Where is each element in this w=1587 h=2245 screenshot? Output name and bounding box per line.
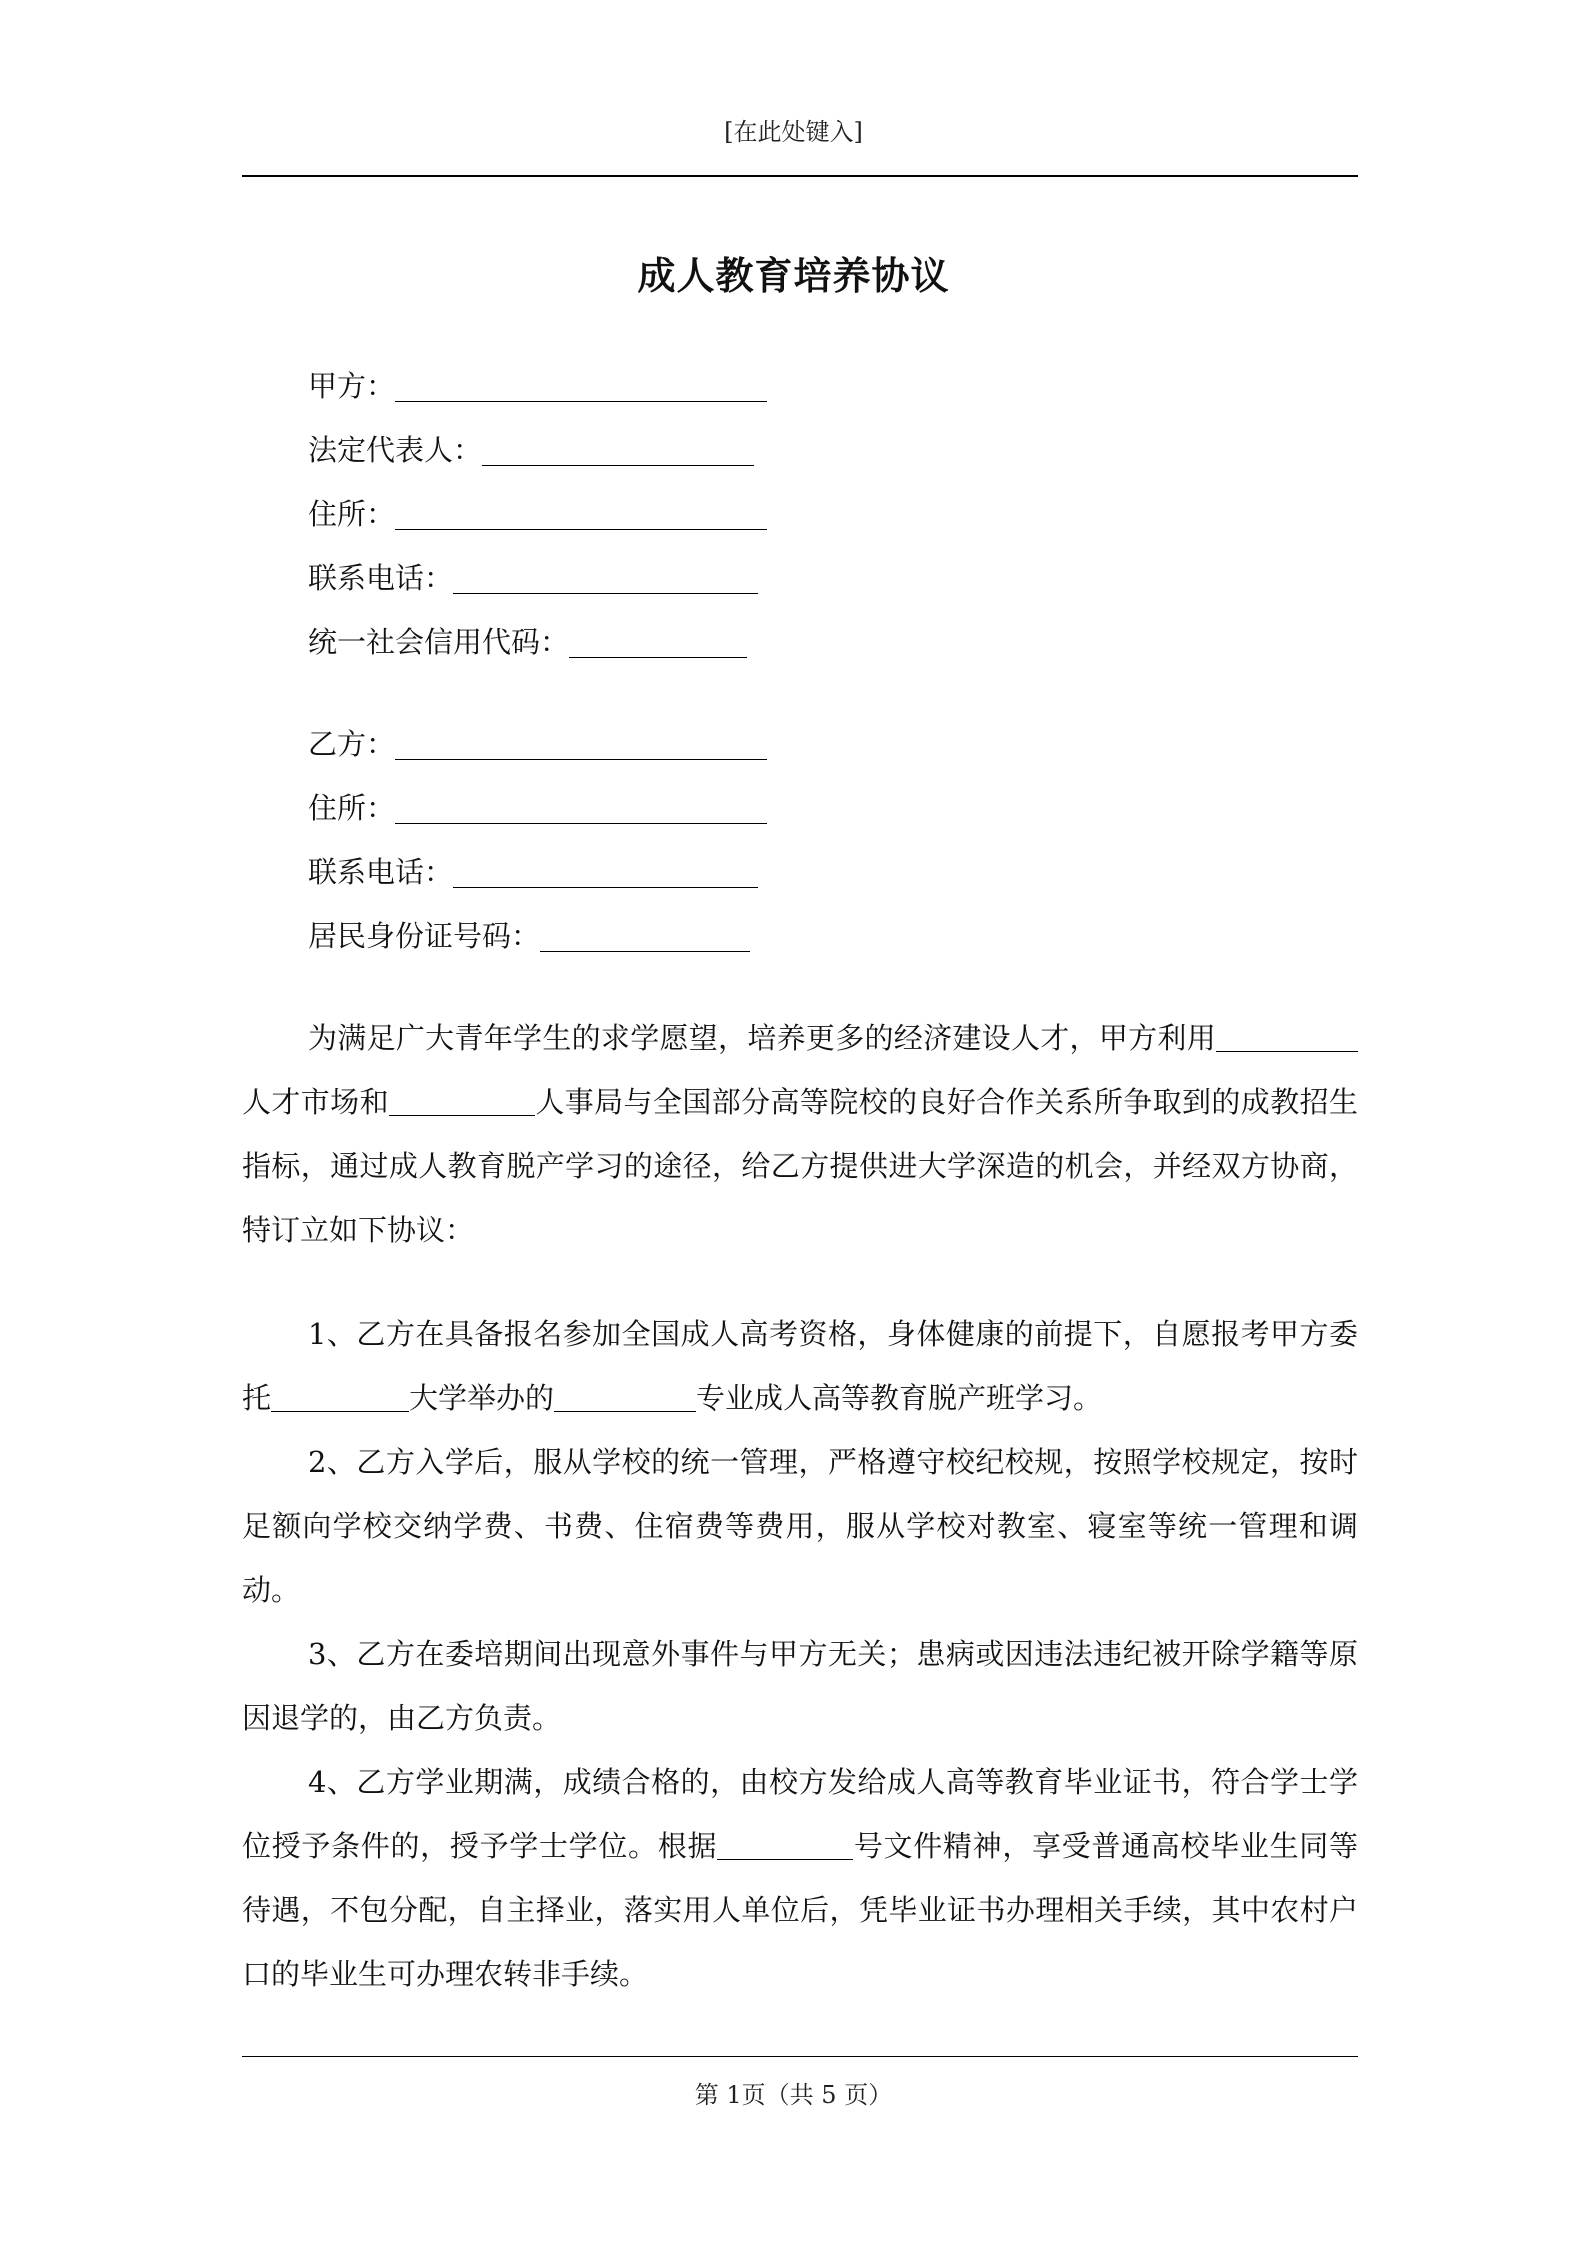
party-b-address-field: [308, 788, 767, 828]
clause-1-blank-major[interactable]: [554, 1383, 696, 1412]
clause-4-blank-document[interactable]: [717, 1831, 853, 1860]
party-b-name-field: [308, 724, 767, 764]
party-a-name-blank[interactable]: [395, 371, 767, 402]
party-a-phone-field: [308, 558, 758, 598]
party-b-address-blank[interactable]: [395, 793, 767, 824]
preamble-text-3: 人事局与全国部分高等院校的良好合作关系所争取到的成教招生指标，通过成人教育脱产学习的途径，给乙方提供进大学深造的机会，并经双方协商，特订立如下协议：: [242, 1085, 1358, 1247]
party-a-credit-code-label: 统一社会信用代码：: [308, 625, 570, 659]
party-b-id-blank[interactable]: [540, 921, 750, 952]
party-b-phone-blank[interactable]: [453, 857, 758, 888]
clause-4-text-a: 4、乙方学业期满，成绩合格的，由校方发给成人高等教育毕业证书，符合学士学位授予条件的，授予学士学位。根据: [242, 1765, 1358, 1863]
clause-1: [242, 1302, 1358, 1430]
clause-2: 2、乙方入学后，服从学校的统一管理，严格遵守校纪校规，按照学校规定，按时足额向学校交纳学费、书费、住宿费等费用，服从学校对教室、寝室等统一管理和调动。: [242, 1445, 1358, 1607]
clause-1-blank-university[interactable]: [271, 1383, 409, 1412]
party-a-address-label: 住所：: [308, 497, 396, 531]
party-b-name-label: 乙方：: [308, 727, 396, 761]
party-a-phone-label: 联系电话：: [308, 561, 454, 595]
party-a-address-field: [308, 494, 767, 534]
preamble-blank-1b[interactable]: [1280, 1023, 1358, 1052]
page-footer: 第 1页（共 5 页）: [694, 2081, 893, 2109]
party-b-name-blank[interactable]: [395, 729, 767, 760]
footer-divider: [242, 2056, 1358, 2057]
party-b-address-label: 住所：: [308, 791, 396, 825]
clause-4: [242, 1750, 1358, 2006]
preamble-blank-2[interactable]: [389, 1087, 535, 1116]
party-a-rep-field: [308, 430, 754, 470]
preamble-text-2: 人才市场和: [242, 1085, 389, 1119]
clause-3: 3、乙方在委培期间出现意外事件与甲方无关；患病或因违法违纪被开除学籍等原因退学的，由乙方负责。: [242, 1637, 1358, 1735]
preamble-text-1: 为满足广大青年学生的求学愿望，培养更多的经济建设人才，甲方利用: [308, 1021, 1216, 1055]
party-a-credit-code-blank[interactable]: [569, 627, 747, 658]
party-b-phone-label: 联系电话：: [308, 855, 454, 889]
party-b-id-field: [308, 916, 750, 956]
preamble-blank-1a[interactable]: [1216, 1023, 1280, 1052]
clause-1-text-a: 1、乙方在具备报名参加全国成人高考资格，身体健康的前提下，自愿报考甲方委托: [242, 1317, 1358, 1415]
clause-1-text-b: 大学举办的: [409, 1381, 555, 1415]
party-a-address-blank[interactable]: [395, 499, 767, 530]
clause-4-text-b: 号文件精神，享受普通高校毕业生同等待遇，不包分配，自主择业，落实用人单位后，凭毕业证书办理相关手续，其中农村户口的毕业生可办理农转非手续。: [242, 1829, 1358, 1991]
party-a-credit-code-field: [308, 622, 747, 662]
party-a-rep-blank[interactable]: [482, 435, 754, 466]
party-a-phone-blank[interactable]: [453, 563, 758, 594]
header-divider: [242, 175, 1358, 177]
party-a-rep-label: 法定代表人：: [308, 433, 483, 467]
party-b-phone-field: [308, 852, 758, 892]
page-header: [在此处键入]: [724, 118, 863, 146]
preamble-paragraph: [242, 1006, 1358, 1262]
clauses: [242, 1302, 1358, 2006]
preamble: [242, 1006, 1358, 1262]
clause-1-text-c: 专业成人高等教育脱产班学习。: [696, 1381, 1103, 1415]
document-title: 成人教育培养协议: [637, 253, 950, 298]
party-b-id-label: 居民身份证号码：: [308, 919, 541, 953]
party-a-name-label: 甲方：: [308, 369, 396, 403]
party-a-name-field: [308, 366, 767, 406]
